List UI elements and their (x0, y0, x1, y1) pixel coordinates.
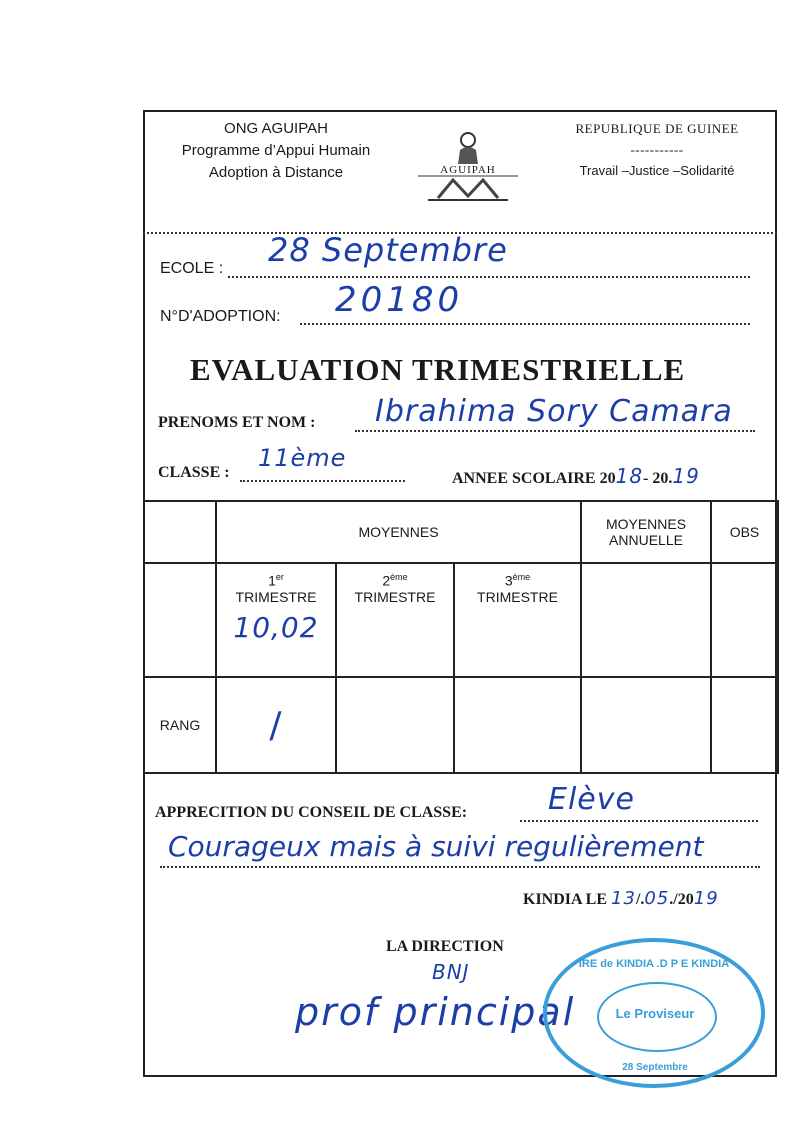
date-line: KINDIA LE 13/.05./2019 (523, 888, 719, 909)
direction-label: LA DIRECTION (386, 938, 504, 955)
republic-motto: Travail –Justice –Solidarité (579, 163, 735, 178)
stamp-ring-text: IRE de KINDIA .D P E KINDIA (578, 958, 730, 970)
appreciation-word: Elève (548, 782, 635, 817)
ecole-label: ECOLE : (160, 260, 224, 277)
rang-trimester-3 (454, 677, 581, 773)
program-name: Programme d’Appui Humain (181, 142, 371, 159)
date-year-prefix: 20 (677, 891, 694, 908)
trimester-1-label: TRIMESTRE (235, 588, 317, 605)
annee-end: 19 (672, 464, 700, 488)
trimester-3-cell (454, 563, 581, 677)
trimester-1-value: 10,02 (233, 610, 319, 644)
trimester-3-header: 3ème (504, 572, 531, 589)
page-title: EVALUATION TRIMESTRIELLE (190, 352, 686, 387)
adoption-line: Adoption à Distance (208, 164, 344, 181)
rang-obs (711, 677, 778, 773)
date-prefix: KINDIA LE (523, 891, 608, 908)
trimester-3-label: TRIMESTRE (477, 588, 558, 605)
signature-initials: BNJ (432, 960, 470, 984)
comment-line (160, 866, 760, 868)
trimester-1-cell (216, 563, 336, 677)
appreciation-line (520, 820, 758, 822)
trimester-2-label: TRIMESTRE (354, 588, 436, 605)
annee-separator: - 20. (643, 470, 673, 487)
classe-label: CLASSE : (158, 464, 230, 481)
annee-scolaire (452, 464, 700, 488)
logo-text: AGUIPAH (440, 164, 496, 176)
appreciation-comment: Courageux mais à suivi regulièrement (168, 830, 704, 863)
republic-separator: ----------- (630, 142, 684, 157)
ecole-value: 28 Septembre (268, 231, 508, 269)
classe-value: 11ème (258, 444, 347, 472)
aguipah-logo (408, 128, 528, 203)
rang-trimester-1 (216, 677, 336, 773)
republic-name: REPUBLIQUE DE GUINEE (575, 121, 739, 136)
rang-annual (581, 677, 711, 773)
rang-trimester-2 (336, 677, 454, 773)
rang-value: / (269, 704, 283, 746)
row-label-empty (144, 563, 216, 677)
table-corner (144, 501, 216, 563)
prenoms-line (355, 430, 755, 432)
obs-header: OBS (711, 501, 778, 563)
prenoms-label: PRENOMS ET NOM : (158, 414, 316, 431)
trimester-1-header: 1er (268, 572, 284, 589)
appreciation-label: APPRECITION DU CONSEIL DE CLASSE: (155, 804, 468, 821)
stamp-bottom: 28 Septembre (622, 1062, 688, 1073)
classe-line (240, 480, 405, 482)
annee-label: ANNEE SCOLAIRE 20 (452, 470, 616, 487)
adoption-value: 20180 (335, 280, 464, 320)
signature-role: prof principal (295, 990, 576, 1034)
moyennes-header: MOYENNES (216, 501, 581, 563)
org-name: ONG AGUIPAH (224, 120, 328, 137)
school-stamp (543, 938, 765, 1088)
trimester-2-header: 2ème (382, 572, 408, 589)
date-day: 13 (611, 888, 636, 909)
date-month: 05 (644, 888, 670, 909)
org-header (148, 118, 404, 184)
obs-cell (711, 563, 778, 677)
adoption-line (300, 323, 750, 325)
adoption-label: N°D'ADOPTION: (160, 308, 281, 325)
annee-start: 18 (615, 464, 644, 488)
trimester-2-cell (336, 563, 454, 677)
grades-table (143, 500, 779, 774)
date-year: 19 (693, 888, 719, 909)
moyennes-annuelle-header: MOYENNES ANNUELLE (581, 501, 711, 563)
rang-label: RANG (144, 677, 216, 773)
ecole-line (228, 276, 750, 278)
stamp-center: Le Proviseur (615, 1006, 695, 1021)
prenoms-value: Ibrahima Sory Camara (375, 394, 733, 429)
republic-header (550, 118, 764, 182)
annual-average-cell (581, 563, 711, 677)
